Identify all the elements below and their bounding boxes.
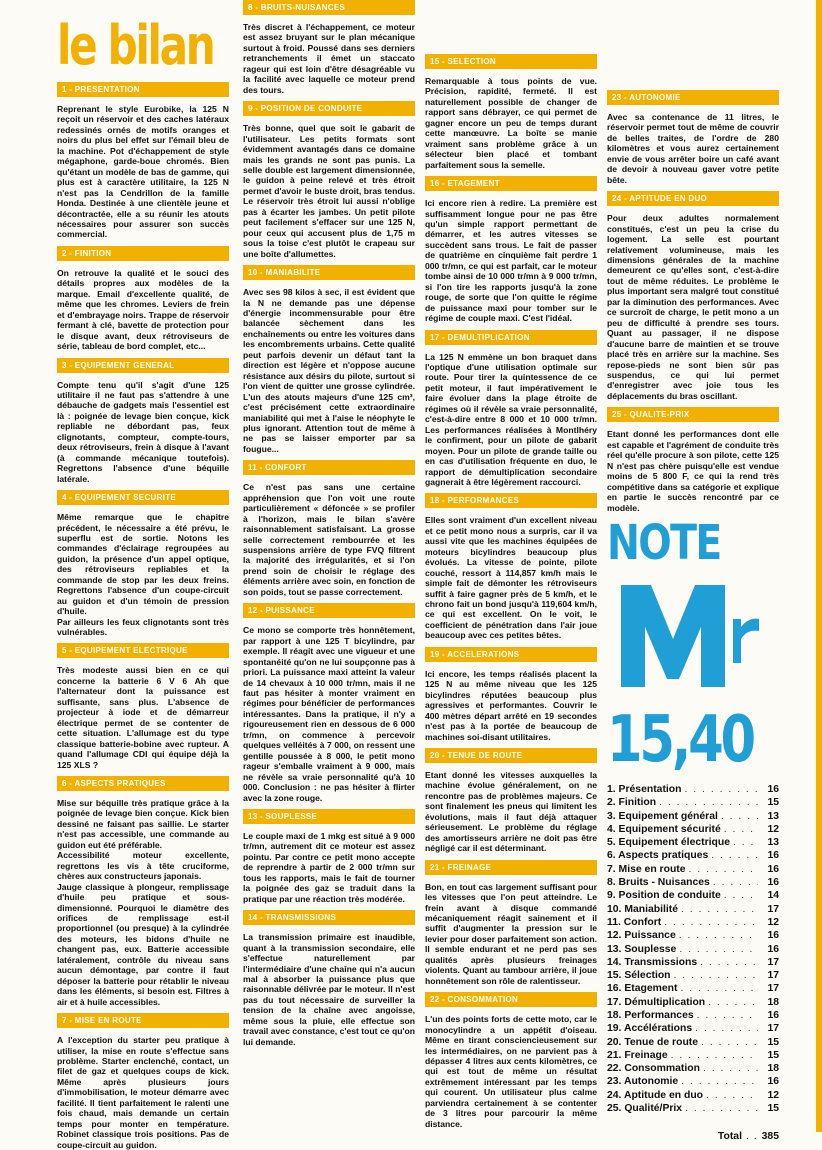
score-label: 15. Sélection xyxy=(607,970,671,982)
score-value: 15 xyxy=(767,1103,779,1115)
section-text-presentation: Reprenant le style Eurobike, la 125 N reçoit un réservoir et des caches latéraux redessinés ornés de motifs oranges et noirs du plus bel effet sur l'émail bleu de la machine. Pot d'échappement de style mégaphone, garde-boue chromés. Bien qu'étant un modèle de bas de gamme, qui plus est à caractère utilitaire, la 125 N n'est pas la Cendrillon de la famille Honda. Destinée à une clientèle jeune et décontractée, elle a su réunir les atouts nécessaires pour assurer son succès commercial. xyxy=(57,104,229,240)
score-label: 24. Aptitude en duo xyxy=(607,1089,704,1101)
score-value: 16 xyxy=(767,1010,779,1021)
section-text-tenue-de-route: Etant donné les vitesses auxquelles la machine évolue généralement, on ne rencontre pas de problèmes majeurs. Ce sont finalement les pneus qui limitent les évolutions, mais il faut déjà attaquer sérieusement. Le problème du réglage des amortisseurs arrière ne doit pas être négligé car il est déterminant. xyxy=(425,770,597,854)
score-value: 16 xyxy=(767,877,779,889)
section-heading-accelerations: 19 - ACCELERATIONS xyxy=(425,647,597,662)
score-row xyxy=(607,982,779,995)
score-value: 18 xyxy=(767,996,779,1008)
score-row xyxy=(607,836,779,849)
score-row xyxy=(607,956,779,969)
score-value: 14 xyxy=(767,890,779,902)
score-row xyxy=(607,929,779,942)
score-row xyxy=(607,1049,779,1062)
section-heading-tenue-de-route: 20 - TENUE DE ROUTE xyxy=(425,748,597,763)
section-text-transmissions: La transmission primaire est inaudible, quant à la transmission secondaire, elle s'effectue naturellement par l'intermédiaire d'une chaîne qui n'a aucun mal à absorber la puissance plus que raisonnable délivrée par le moteur. Il n'est pas du tout nécessaire de surveiller la tension de la chaîne avec angoisse, même sous la pluie, elle effectue son travail avec constance, c'est tout ce qu'on lui demande. xyxy=(243,932,415,1047)
column-2 xyxy=(243,0,415,1047)
section-heading-aptitude-en-duo: 24 - APTITUDE EN DUO xyxy=(607,191,779,206)
score-value: 16 xyxy=(767,783,779,795)
section-heading-equipement-securite: 4 - EQUIPEMENT SECURITE xyxy=(57,490,229,505)
section-heading-transmissions: 14 - TRANSMISSIONS xyxy=(243,910,415,925)
score-label: 8. Bruits - Nuisances xyxy=(607,877,710,889)
score-value: 15 xyxy=(767,1036,779,1048)
section-text-consommation: L'un des points forts de cette moto, car le monocylindre a un appétit d'oiseau. Même en tirant consciencieusement sur les intermédiaires, on ne parvient pas à dépasser 4 litres aux cents kilomètres, ce qui est tout de même un résultat extrêmement intéressant par les temps qui courent. Un utilisateur plus calme parviendra certainement à se contenter de 3 litres pour parcourir la même distance. xyxy=(425,1014,597,1129)
score-label: 18. Performances xyxy=(607,1010,694,1021)
score-label: 25. Qualité/Prix xyxy=(607,1103,683,1115)
section-text-accelerations: Ici encore, les temps réalisés placent la 125 N au même niveau que les 125 bicylindres réputées beaucoup plus agressives et performantes. Couvrir le 400 mètres départ arrêté en 19 secondes n'est pas à la portée de beaucoup de machines soi-disant utilitaires. xyxy=(425,668,597,742)
score-value: 12 xyxy=(767,823,779,835)
section-text-equipement-general: Compte tenu qu'il s'agit d'une 125 utilitaire il ne faut pas s'attendre à une débauche de gadgets mais l'essentiel est là : poignée de levage bien conçue, kick repliable ne débordant pas, feux clignotants, compteur, compte-tours, deux rétroviseurs, frein à disque à l'avant (à commande mécanique toutefois). Regrettons l'absence d'une béquille latérale. xyxy=(57,379,229,484)
score-label: 4. Equipement sécurité xyxy=(607,823,721,835)
section-heading-souplesse: 13 - SOUPLESSE xyxy=(243,809,415,824)
section-heading-maniabilite: 10 - MANIABILITE xyxy=(243,265,415,280)
section-text-equipement-electrique: Très modeste aussi bien en ce qui concerne la batterie 6 V 6 Ah que l'alternateur dont la puissance est suffisante, sans plus. L'absence de projecteur à iode et de démarreur électrique permet de se contenter de cette situation. L'allumage est du type classique batterie-bobine avec rupteur. A quand l'allumage CDI qui équipe déjà la 125 XLS ? xyxy=(57,665,229,770)
section-heading-equipement-general: 3 - EQUIPEMENT GENERAL xyxy=(57,358,229,373)
section-text-aptitude-en-duo: Pour deux adultes normalement constitués, c'est un peu la crise du logement. La selle est pourtant relativement volumineuse, mais les dimensions générales de la machine demeurent ce qu'elles sont, c'est-à-dire tout de même réduites. Le problème le plus important sera malgré tout constitué par la diminution des performances. Avec ce surcroît de charge, le petit mono a un peu de difficulté à prendre ses tours. Quant au passager, il ne dispose d'aucune barre de maintien et se trouve placé très en arrière sur la machine. Ses repose-pieds ne sont bien sûr pas suspendus, ce qui lui permet d'enregistrer avec joie tous les déplacements du bras oscillant. xyxy=(607,213,779,401)
total-row: Total . . 385 xyxy=(717,1131,779,1143)
score-label: 21. Freinage xyxy=(607,1049,668,1061)
score-list xyxy=(607,783,779,1115)
score-value: 16 xyxy=(767,863,779,875)
score-row xyxy=(607,810,779,823)
section-text-maniabilite: Avec ses 98 kilos à sec, il est évident que la N ne demande pas une dépense d'énergie incommensurable pour être balancée sèchement dans les enchaînements ou entre les voitures dans les encombrements urbains. Cette qualité peut parfois devenir un défaut tant la direction est légère et n'oppose aucune résistance aux désirs du pilote, surtout si l'on vient de quitter une grosse cylindrée. L'un des atouts majeurs d'une 125 cm³, c'est précisément cette extraordinaire maniabilité qui met à l'aise le néophyte le plus ignorant. Attention tout de même à ne pas se laisser emporter par sa fougue... xyxy=(243,287,415,454)
section-heading-mise-en-route: 7 - MISE EN ROUTE xyxy=(57,1013,229,1028)
score-value: 17 xyxy=(767,956,779,968)
section-heading-puissance: 12 - PUISSANCE xyxy=(243,603,415,618)
section-heading-aspects-pratiques: 6 - ASPECTS PRATIQUES xyxy=(57,776,229,791)
score-row xyxy=(607,969,779,982)
score-value: 12 xyxy=(767,916,779,928)
section-heading-presentation: 1 - PRESENTATION xyxy=(57,82,229,97)
section-heading-demultiplication: 17 - DEMULTIPLICATION xyxy=(425,330,597,345)
score-row xyxy=(607,1036,779,1049)
section-text-qualite-prix: Etant donné les performances dont elle est capable et l'agrément de conduite très réel qu'elle procure à son pilote, cette 125 N n'est pas chère puisqu'elle est vendue moins de 5 800 F, ce qui la rend très compétitive dans sa catégorie et explique en partie le succès rencontré par ce modèle. xyxy=(607,429,779,513)
score-label: 23. Autonomie xyxy=(607,1076,679,1088)
score-row xyxy=(607,1089,779,1102)
score-label: 12. Puissance xyxy=(607,930,676,942)
moto-revue-logo-icon xyxy=(607,567,767,702)
section-text-autonomie: Avec sa contenance de 11 litres, le réservoir permet tout de même de couvrir de belles traites, de l'ordre de 280 kilomètres et vous aurez certainement envie de vous arrêter boire un café avant de devoir à nouveau gaver votre petite bête. xyxy=(607,112,779,185)
section-text-performances: Elles sont vraiment d'un excellent niveau et ce petit mono nous a surpris, car il va aussi vite que les machines équipées de moteurs bicylindres beaucoup plus évolués. La vitesse de pointe, pilote couché, ressort à 114,857 km/h mais le simple fait de démonter les rétroviseurs suffit à faire gagner près de 5 km/h, et le chrono fait un bond jusqu'à 119,604 km/h, ce qui est excellent. On le voit, le coefficient de pénétration dans l'air joue beaucoup avec ces petites bêtes. xyxy=(425,515,597,641)
score-row xyxy=(607,1102,779,1115)
score-label: 14. Transmissions xyxy=(607,956,698,968)
score-row xyxy=(607,823,779,836)
score-row xyxy=(607,916,779,929)
score-value: 15 xyxy=(767,797,779,809)
score-value: 17 xyxy=(767,970,779,982)
score-value: 18 xyxy=(767,1063,779,1075)
total-score: 15,40 xyxy=(607,702,753,777)
score-label: 9. Position de conduite xyxy=(607,890,721,902)
section-heading-consommation: 22 - CONSOMMATION xyxy=(425,992,597,1007)
section-heading-performances: 18 - PERFORMANCES xyxy=(425,493,597,508)
section-text-confort: Ce n'est pas sans une certaine appréhension que l'on voit une route particulièrement « défoncée » se profiler à l'horizon, mais le bilan s'avère raisonnablement satisfaisant. La grosse selle correctement rembourrée et les suspensions arrière de type FVQ filtrent la majorité des irrégularités, et si l'on prend soin de choisir le réglage des éléments arrière avec soin, en fonction de son poids, tout se passe correctement. xyxy=(243,482,415,597)
score-label: 6. Aspects pratiques xyxy=(607,850,709,862)
score-value: 17 xyxy=(767,903,779,915)
score-label: 17. Démultiplication xyxy=(607,996,706,1008)
section-text-freinage: Bon, en tout cas largement suffisant pour les vitesses que l'on peut atteindre. Le frein avant à disque commandé mécaniquement réagit sainement et il suffit d'augmenter la pression sur le levier pour doser parfaitement son action. Il semble endurant et ne perd pas ses qualités après plusieurs freinages violents. Quant au tambour arrière, il joue honnêtement son rôle de ralentisseur. xyxy=(425,881,597,986)
score-value: 16 xyxy=(767,1076,779,1088)
section-heading-equipement-electrique: 5 - EQUIPEMENT ELECTRIQUE xyxy=(57,643,229,658)
section-heading-position-de-conduite: 9 - POSITION DE CONDUITE xyxy=(243,101,415,116)
score-row xyxy=(607,783,779,796)
section-heading-qualite-prix: 25 - QUALITE-PRIX xyxy=(607,407,779,422)
section-text-demultiplication: La 125 N emmène un bon braquet dans l'optique d'une utilisation optimale sur route. Pour tirer la quintessence de ce petit moteur, il faut impérativement le faire évoluer dans la plage étroite de régimes où il révèle sa vraie personnalité, c'est-à-dire entre 8 000 et 10 000 tr/mn. Les performances réalisées à Montlhéry le confirment, pour un pilote de gabarit moyen. Pour un pilote de grande taille ou en cas d'utilisation fréquente en duo, le rapport de démultiplication secondaire gagnerait à être légèrement raccourci. xyxy=(425,351,597,487)
score-value: 16 xyxy=(767,943,779,955)
score-label: 13. Souplesse xyxy=(607,943,677,955)
score-label: 22. Consommation xyxy=(607,1063,700,1075)
section-text-position-de-conduite: Très bonne, quel que soit le gabarit de l'utilisateur. Les petits formats sont évidemment avantagés dans ce domaine mais les grands ne sont pas punis. La selle double est largement dimensionnée, le guidon à peine relevé et très étroit permet d'avoir le buste droit, bras tendus. Le réservoir très étroit lui aussi n'oblige pas à écarter les jambes. Un petit pilote peut facilement s'effacer sur une 125 N, pour ceux qui accusent plus de 1,75 m sous la toise c'est plutôt le crapeau sur une boîte d'allumettes. xyxy=(243,123,415,259)
section-heading-finition: 2 - FINITION xyxy=(57,246,229,261)
column-1 xyxy=(57,0,229,1150)
score-row xyxy=(607,943,779,956)
score-value: 17 xyxy=(767,1023,779,1035)
score-label: 19. Accélérations xyxy=(607,1023,693,1035)
score-row xyxy=(607,903,779,916)
score-value: 13 xyxy=(767,810,779,822)
score-label: 10. Maniabilité xyxy=(607,903,679,915)
section-heading-selection: 15 - SELECTION xyxy=(425,54,597,69)
section-text-aspects-pratiques: Mise sur béquille très pratique grâce à la poignée de levage bien conçue. Kick bien dessiné ne faisant pas saillie. Le starter n'est pas accessible, une commande au guidon eut été préférable. Accessibilité moteur excellente, regrettons les vis à tête cruciforme, chères aux constructeurs japonais. Jauge classique à plongeur, remplissage d'huile peu pratique et sous-dimensionné. Pourquoi le diamètre des orifices de remplissage est-il proportionnel (ou presque) à la cylindrée des moteurs, les bidons d'huile ne changent pas, eux. Batterie accessible latéralement, contrôle du niveau sans aucun démontage, par contre il faut déposer la batterie pour rétablir le niveau dans les éléments, si besoin est. Filtres à air et à huile accessibles. xyxy=(57,798,229,1007)
score-label: 11. Confort xyxy=(607,916,662,928)
score-label: 5. Equipement électrique xyxy=(607,837,730,849)
score-label: 1. Présentation xyxy=(607,783,682,795)
section-heading-confort: 11 - CONFORT xyxy=(243,460,415,475)
total-label: Total xyxy=(717,1131,742,1143)
section-heading-etagement: 16 - ETAGEMENT xyxy=(425,176,597,191)
score-label: 2. Finition xyxy=(607,797,657,809)
score-row xyxy=(607,876,779,889)
score-row xyxy=(607,1009,779,1022)
score-value: 15 xyxy=(767,1049,779,1061)
score-value: 16 xyxy=(767,930,779,942)
section-text-selection: Remarquable à tous points de vue. Précision, rapidité, fermeté. Il est naturellement possible de changer de rapport sans débrayer, ce qui permet de gagner encore un peu de temps durant cette manœuvre. La boîte se manie vraiment sans problème grâce à un sélecteur bien placé et tombant parfaitement sous la semelle. xyxy=(425,76,597,170)
right-edge-rule xyxy=(816,0,822,1132)
score-row xyxy=(607,1022,779,1035)
column-3 xyxy=(425,48,597,1129)
score-label: 20. Tenue de route xyxy=(607,1036,699,1048)
note-heading: NOTE xyxy=(607,514,721,571)
score-value: 17 xyxy=(767,983,779,995)
column-4 xyxy=(607,84,779,1142)
total-value: 385 xyxy=(761,1131,779,1143)
score-label: 3. Equipement général xyxy=(607,810,718,822)
score-value: 16 xyxy=(767,850,779,862)
section-heading-freinage: 21 - FREINAGE xyxy=(425,860,597,875)
section-text-mise-en-route: A l'exception du starter peu pratique à utiliser, la mise en route s'effectue sans problème. Starter enclenché, contact, un filet de gaz et quelques coups de kick. Même après plusieurs jours d'immobilisation, le moteur démarre avec facilité. Il tient parfaitement le ralenti une fois chaud, mais demande un certain temps pour monter en température. Robinet classique trois positions. Pas de coupe-circuit au guidon. xyxy=(57,1035,229,1150)
score-label: 7. Mise en route xyxy=(607,863,686,875)
section-text-finition: On retrouve la qualité et le souci des détails propres aux modèles de la marque. Email d'excellente qualité, de même que les chromes. Leviers de frein et d'embrayage noirs. Trappe de réservoir fermant à clé, bavette de protection pour le disque avant, deux rétroviseurs de série, tableau de bord complet, etc... xyxy=(57,267,229,352)
section-text-equipement-securite: Même remarque que le chapitre précédent, le nécessaire a été prévu, le superflu est de sortie. Notons les commandes d'éclairage regroupées au guidon, la présence d'un appel optique, des rétroviseurs repliables et la commande de stop par les deux freins. Regrettons l'absence d'un coupe-circuit au guidon et d'un témoin de pression d'huile. Par ailleurs les feux clignotants sont très vulnérables. xyxy=(57,512,229,638)
section-heading-autonomie: 23 - AUTONOMIE xyxy=(607,90,779,105)
score-row xyxy=(607,996,779,1009)
section-text-puissance: Ce mono se comporte très honnêtement, par rapport à une 125 T bicylindre, par exemple. Il réagit avec une vigueur et une spontanéité qu'on ne lui soupçonne pas à priori. La puissance maxi atteint la valeur de 14 chevaux à 10 000 tr/mn, mais il ne faut pas hésiter à monter vraiment en régimes pour bénéficier de performances intéressantes. Dans la pratique, il n'y a rigoureusement rien en dessous de 6 000 tr/mn, on commence à percevoir quelques velléités à 7 000, on ressent une gentille poussée à 8 000, le petit mono rageur s'emballe vraiment à 9 000, mais ne révèle sa vraie personnalité qu'à 10 000. Conclusion : ne pas hésiter à flirter avec la zone rouge. xyxy=(243,625,415,803)
score-row xyxy=(607,1075,779,1088)
page-title: le bilan xyxy=(57,14,214,77)
section-text-etagement: Ici encore rien à redire. La première est suffisamment longue pour ne pas être qu'un simple rapport permettant de démarrer, et les autres vitesses se succèdent sans trous. Le fait de passer de quatrième en cinquième fait perdre 1 000 tr/mn, ce qui est parfait, car le moteur tombe ainsi de 10 000 tr/mn à 9 000 tr/mn, si l'on tire les rapports jusqu'à la zone rouge, de sorte que l'on quitte le régime de puissance maxi pour tomber sur le régime de couple maxi. C'est l'idéal. xyxy=(425,198,597,324)
section-heading-bruits-nuisances: 8 - BRUITS-NUISANCES xyxy=(243,0,415,15)
section-text-bruits-nuisances: Très discret à l'échappement, ce moteur est assez bruyant sur le plan mécanique surtout à froid. Poussé dans ses derniers retranchements il émet un staccato rageur qui est loin d'être désagréable vu la facilité avec laquelle ce moteur prend des tours. xyxy=(243,22,415,95)
score-row xyxy=(607,863,779,876)
score-row xyxy=(607,1062,779,1075)
score-row xyxy=(607,889,779,902)
score-row xyxy=(607,849,779,862)
score-value: 12 xyxy=(767,1089,779,1101)
score-value: 13 xyxy=(767,837,779,849)
score-row xyxy=(607,796,779,809)
score-label: 16. Etagement xyxy=(607,983,678,995)
section-text-souplesse: Le couple maxi de 1 mkg est situé à 9 000 tr/mn, autrement dit ce moteur est assez pointu. Par contre ce petit mono accepte de reprendre à partir de 2 000 tr/mn sur tous les rapports, mais le fait de tourner la poignée des gaz se traduit dans la pratique par une réaction très modérée. xyxy=(243,831,415,904)
